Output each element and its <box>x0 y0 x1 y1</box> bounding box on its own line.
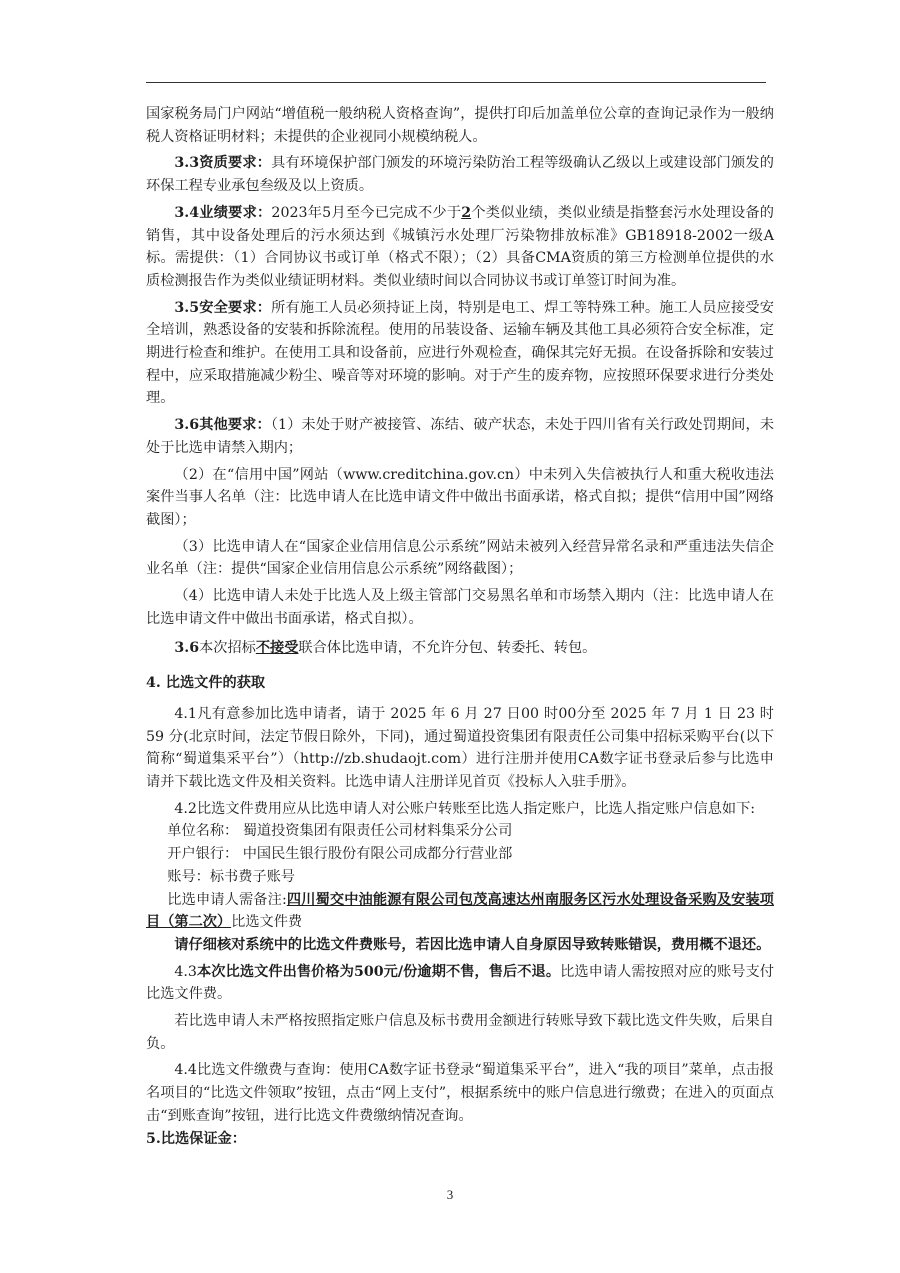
paragraph-4-1: 4.1凡有意参加比选申请者，请于 2025 年 6 月 27 日00 时00分至 2025 年 7 月 1 日 23 时 59 分(北京时间，法定节假日除外，下同)，通过蜀道投资集团有限责任公司集中招标采购平台(以下简称“蜀道集采平台”）（http://zb.shudaojt.com）进行注册并使用CA数字证书登录后参与比选申请并下载比选文件及相关资料。比选申请人注册详见首页《投标人入驻手册》。 <box>146 705 774 790</box>
text-4-3: 比选申请人需按照对应的账号支付比选文件费。 <box>146 963 774 1003</box>
paragraph-4-3b: 若比选申请人未严格按照指定账户信息及标书费用金额进行转账导致下载比选文件失败，后果自负。 <box>146 1013 774 1052</box>
item-3-6-4: （4）比选申请人未处于比选人及上级主管部门交易黑名单和市场禁入期内（注：比选申请人在比选申请文件中做出书面承诺，格式自拟）。 <box>146 588 774 627</box>
heading-section-5: 5.比选保证金： <box>146 1130 246 1147</box>
text-3-6b-b: 联合体比选申请，不允许分包、转委托、转包。 <box>298 640 597 657</box>
item-3-6-3: （3）比选申请人在“国家企业信用信息公示系统”网站未被列入经营异常名录和严重违法失信企业名单（注：提供“国家企业信用信息公示系统”网络截图）； <box>146 538 774 578</box>
paragraph-3-3 <box>146 152 774 197</box>
remark-line <box>146 889 774 934</box>
account-bank: 开户银行： 中国民生银行股份有限公司成都分行营业部 <box>167 846 513 863</box>
text-3-4b: 个类似业绩，类似业绩是指整套污水处理设备的销售，其中设备处理后的污水须达到《城镇污水处理厂污染物排放标准》GB18918-2002一级A标。需提供：（1）合同协议书或订单（格式不限）；（2）具备CMA资质的第三方检测单位提供的水质检测报告作为类似业绩证明材料。类似业绩时间以合同协议书或订单签订时间为准。 <box>146 204 774 289</box>
header-rule <box>146 82 766 83</box>
label-3-6b: 3.6 <box>174 640 200 657</box>
label-3-6: 3.6其他要求： <box>174 417 271 434</box>
paragraph-4-2: 4.2比选文件费用应从比选申请人对公账户转账至比选人指定账户，比选人指定账户信息如下: <box>174 800 756 817</box>
text-3-6b-a: 本次招标 <box>199 640 256 657</box>
paragraph-3-4 <box>146 202 774 293</box>
project-name: 四川蜀交中油能源有限公司包茂高速达州南服务区污水处理设备采购及安装项目（第二次） <box>146 891 774 931</box>
item-3-6-1: （1）未处于财产被接管、冻结、破产状态，未处于四川省有关行政处罚期间，未处于比选申请禁入期内； <box>146 417 775 456</box>
page-number: 3 <box>446 1187 454 1202</box>
label-4-3: 4.3 <box>174 963 197 980</box>
heading-section-4: 4. 比选文件的获取 <box>146 675 266 692</box>
account-name: 单位名称： 蜀道投资集团有限责任公司材料集采分公司 <box>167 823 513 840</box>
account-number: 账号：标书费子账号 <box>167 868 295 885</box>
text-3-3: 具有环境保护部门颁发的环境污染防治工程等级确认乙级以上或建设部门颁发的环保工程专业承包叁级及以上资质。 <box>146 155 774 195</box>
remark-label: 比选申请人需备注: <box>167 891 287 908</box>
text-3-5: 所有施工人员必须持证上岗，特别是电工、焊工等特殊工种。施工人员应接受安全培训，熟悉设备的安装和拆除流程。使用的吊装设备、运输车辆及其他工具必须符合安全标准，定期进行检查和维护。在使用工具和设备前，应进行外观检查，确保其完好无损。在设备拆除和安装过程中，应采取措施减少粉尘、噪音等对环境的影响。对于产生的废弃物，应按照环保要求进行分类处理。 <box>146 299 774 407</box>
paragraph-taxpayer: 国家税务局门户网站“增值税一般纳税人资格查询”，提供打印后加盖单位公章的查询记录作为一般纳税人资格证明材料；未提供的企业视同小规模纳税人。 <box>146 106 774 145</box>
warning-note: 请仔细核对系统中的比选文件费账号，若因比选申请人自身原因导致转账错误，费用概不退还。 <box>174 936 771 953</box>
item-3-6-2: （2）在“信用中国”网站（www.creditchina.gov.cn）中未列入失信被执行人和重大税收违法案件当事人名单（注：比选申请人在比选申请文件中做出书面承诺，格式自拟；提供“信用中国”网络截图）； <box>146 466 774 528</box>
price-note: 本次比选文件出售价格为500元/份逾期不售，售后不退。 <box>196 963 561 980</box>
remark-suffix: 比选文件费 <box>231 914 303 931</box>
label-3-4: 3.4业绩要求： <box>174 204 272 221</box>
text-3-4a: 2023年5月至今已完成不少于 <box>271 204 462 221</box>
paragraph-3-6 <box>146 414 774 459</box>
paragraph-4-3 <box>146 961 774 1006</box>
paragraph-3-6b <box>146 637 774 660</box>
label-3-5: 3.5安全要求： <box>174 299 272 316</box>
not-accepted: 不接受 <box>255 640 299 657</box>
document-body <box>146 103 774 1150</box>
paragraph-3-5 <box>146 297 774 411</box>
label-3-3: 3.3资质要求： <box>174 155 272 172</box>
required-count: 2 <box>461 204 472 221</box>
paragraph-4-4: 4.4比选文件缴费与查询：使用CA数字证书登录“蜀道集采平台”，进入“我的项目”菜单，点击报名项目的“比选文件领取”按钮，点击“网上支付”，根据系统中的账户信息进行缴费；在进入的页面点击“到账查询”按钮，进行比选文件费缴纳情况查询。 <box>146 1062 774 1124</box>
